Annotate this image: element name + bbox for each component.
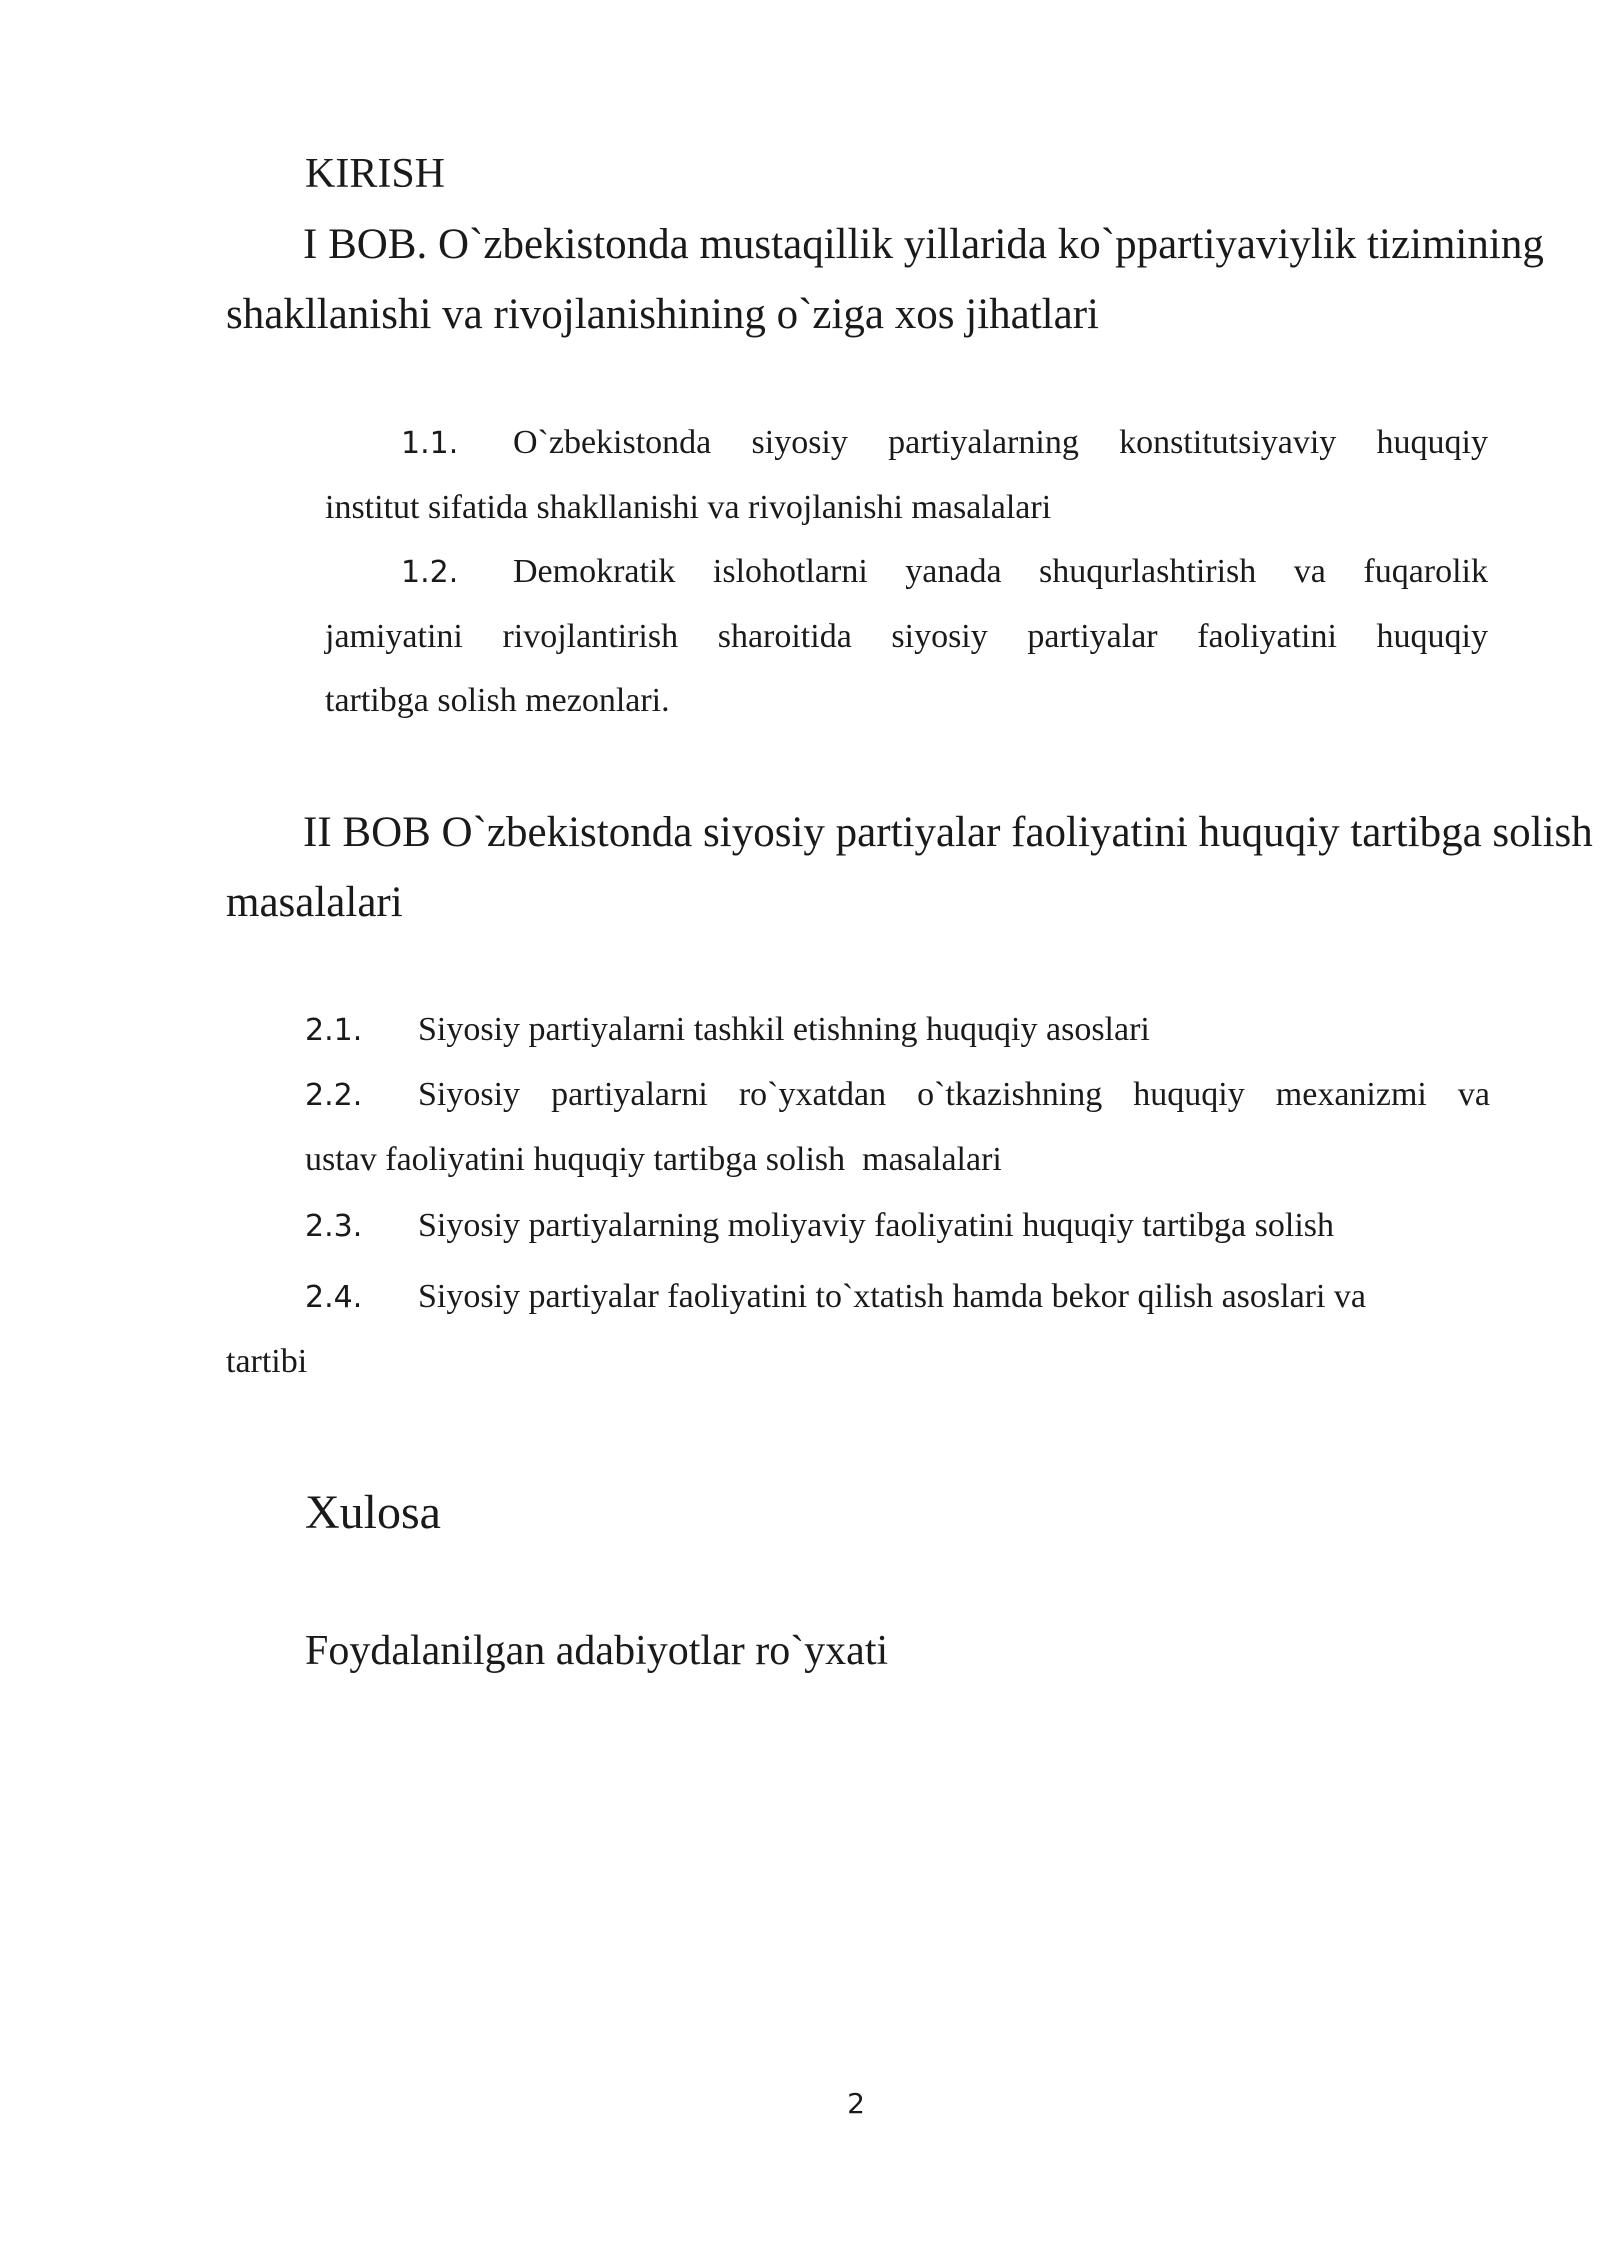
item-2-1-number: 2.1. bbox=[305, 1013, 363, 1048]
chapter1-title-line2: shakllanishi va rivojlanishining o`ziga xos jihatlari bbox=[226, 291, 1099, 338]
item-1-1-line2: institut sifatida shakllanishi va rivojlanishi masalalari bbox=[325, 489, 1052, 526]
item-2-4-number: 2.4. bbox=[305, 1280, 363, 1315]
item-2-4-line2: tartibi bbox=[226, 1343, 308, 1380]
item-2-4-line1: Siyosiy partiyalar faoliyatini to`xtatish hamda bekor qilish asoslari va bbox=[418, 1278, 1367, 1315]
heading-kirish: KIRISH bbox=[305, 151, 446, 197]
chapter2-title-line1: II BOB O`zbekistonda siyosiy partiyalar faoliyatini huquqiy tartibga solish bbox=[303, 809, 1593, 856]
heading-xulosa: Xulosa bbox=[305, 1486, 441, 1539]
item-1-2-line2-wrap bbox=[325, 618, 1488, 656]
item-2-1-line1: Siyosiy partiyalarni tashkil etishning huquqiy asoslari bbox=[418, 1011, 1150, 1048]
item-1-2-line3: tartibga solish mezonlari. bbox=[325, 682, 670, 719]
item-1-2-number: 1.2. bbox=[401, 555, 459, 590]
item-2-3-number: 2.3. bbox=[305, 1209, 363, 1244]
item-2-2-line2: ustav faoliyatini huquqiy tartibga solish masalalari bbox=[305, 1141, 1002, 1178]
item-1-1-text-line1: O`zbekistonda siyosiy partiyalarning konstitutsiyaviy huquqiy bbox=[513, 424, 1488, 461]
item-1-2-text-line2: jamiyatini rivojlantirish sharoitida siyosiy partiyalar faoliyatini huquqiy bbox=[325, 618, 1488, 655]
page-number: 2 bbox=[847, 2087, 865, 2120]
item-2-3-line1: Siyosiy partiyalarning moliyaviy faoliyatini huquqiy tartibga solish bbox=[418, 1207, 1334, 1244]
item-2-2-number: 2.2. bbox=[305, 1078, 363, 1113]
item-2-2-line1-wrap bbox=[418, 1076, 1490, 1114]
item-1-2-text-line1: Demokratik islohotlarni yanada shuqurlashtirish va fuqarolik bbox=[513, 553, 1488, 590]
heading-references: Foydalanilgan adabiyotlar ro`yxati bbox=[305, 1628, 889, 1674]
item-1-1-line1 bbox=[513, 424, 1488, 462]
item-1-1-number: 1.1. bbox=[401, 426, 459, 461]
chapter2-title-line2: masalalari bbox=[226, 879, 403, 926]
item-2-2-text-line1: Siyosiy partiyalarni ro`yxatdan o`tkazishning huquqiy mexanizmi va bbox=[418, 1076, 1490, 1113]
item-1-2-line1-wrap bbox=[513, 553, 1488, 591]
chapter1-title-line1: I BOB. O`zbekistonda mustaqillik yillarida ko`ppartiyaviylik tizimining bbox=[303, 221, 1544, 268]
